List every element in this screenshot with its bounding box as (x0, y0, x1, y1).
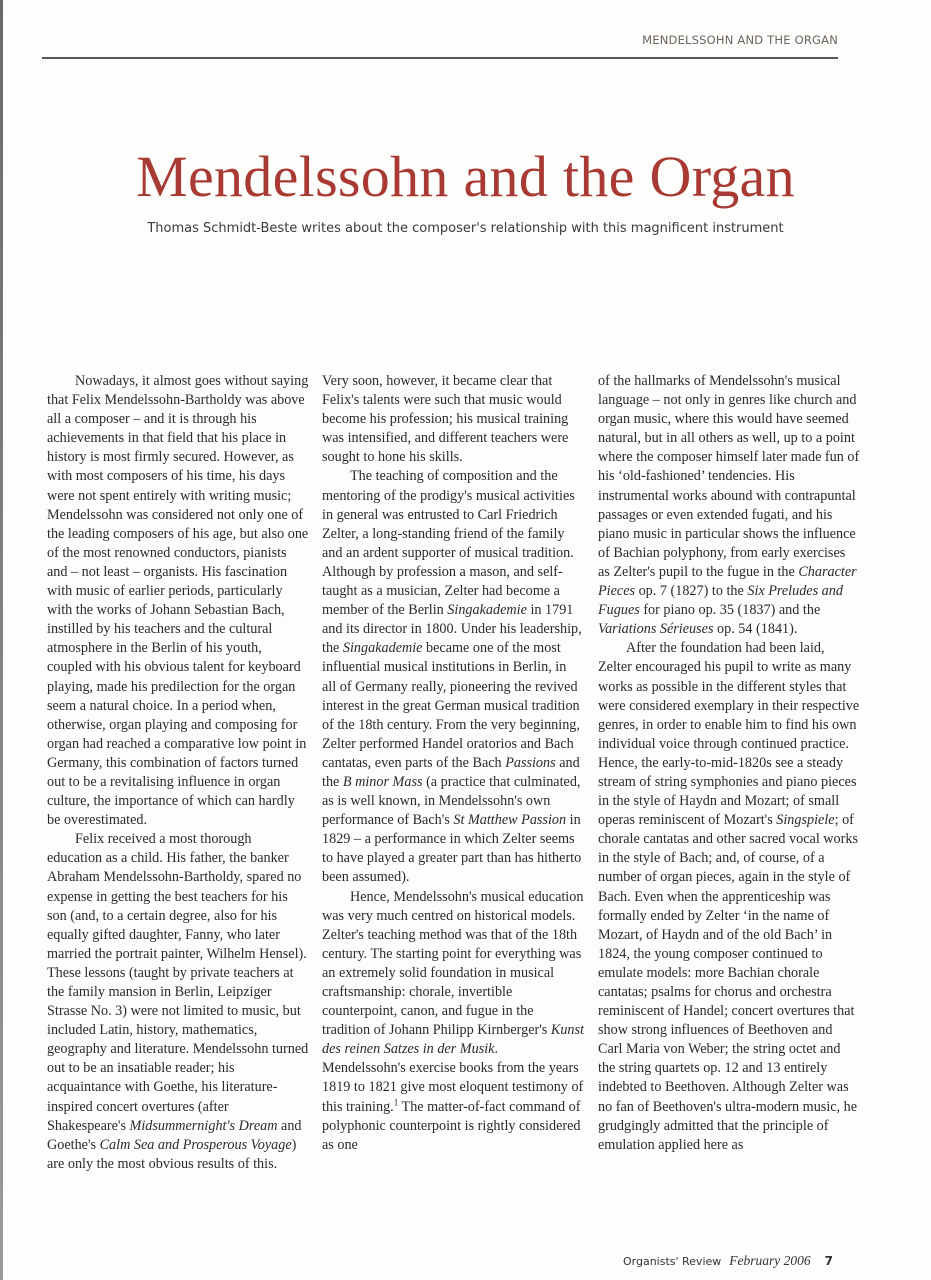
italic-title: Midsummernight's Dream (129, 1117, 278, 1134)
article-title: Mendelssohn and the Organ (136, 144, 795, 209)
running-head: MENDELSSOHN AND THE ORGAN (642, 33, 838, 47)
body-paragraph: Very soon, however, it became clear that Felix's talents were such that music would become his profession; his musical training was intensified, and different teachers were sought to hone his skills. (322, 373, 569, 466)
magazine-name: Organists' Review (622, 1255, 722, 1268)
page-number: 7 (824, 1254, 833, 1268)
body-paragraph: of the hallmarks of Mendelssohn's musical language – not only in genres like church and organ music, where this would have seemed natural, but in all others as well, up to a point where the composer himself later made fun of his ‘old-fashioned’ tendencies. His instrumental works abound with contrapuntal passages or even extended fugati, and his piano music in particular shows the influence of Bachian polyphony, from early exercises as Zelter's pupil to the fugue in the Character Pieces op. 7 (1827) to the Six Preludes and Fugues for piano op. 35 (1837) and the Variations Sérieuses op. 54 (1841). (598, 373, 860, 638)
body-paragraph: After the foundation had been laid, Zelter encouraged his pupil to write as many works as possible in the different styles that were considered exemplary in their respective genres, in order to enable him to find his own individual voice through continued practice. Hence, the early-to-mid-1820s see a steady stream of string symphonies and piano pieces in the style of Haydn and Mozart; of small operas reminiscent of Mozart's Singspiele; of chorale cantatas and other sacred vocal works in the style of Bach; and, of course, of a number of organ pieces, again in the style of Bach. Even when the apprenticeship was formally ended by Zelter ‘in the name of Mozart, of Haydn and of the old Bach’ in 1824, the young composer continued to emulate models: more Bachian chorale cantatas; psalms for chorus and orchestra reminiscent of Handel; concert overtures that show strong influences of Beethoven and Carl Maria von Weber; the string octet and the string quartets op. 12 and 13 entirely indebted to Beethoven. Although Zelter was no fan of Beethoven's ultra-modern music, he grudgingly admitted that the principle of emulation applied here as (598, 640, 860, 1153)
body-column-1 (47, 372, 309, 1174)
body-paragraph: Nowadays, it almost goes without saying that Felix Mendelssohn-Bartholdy was above all a composer – and it is through his achievements in that field that his place in history is most firmly secured. However, as with most composers of his time, his days were not spent entirely with writing music; Mendelssohn was considered not only one of the leading composers of his age, but also one of the most renowned conductors, pianists and – not least – organists. His fascination with music of earlier periods, particularly with the works of Johann Sebastian Bach, instilled by his teachers and the cultural atmosphere in the Berlin of his youth, coupled with his obvious talent for keyboard playing, made his predilection for the organ seem a natural choice. In a period when, otherwise, organ playing and composing for organ had reached a comparative low point in Germany, this combination of factors turned out to be a revitalising influence in organ culture, the importance of which can hardly be overestimated. (47, 373, 309, 829)
header-rule (42, 57, 838, 59)
italic-title: Singakademie (447, 602, 527, 619)
italic-title: B minor Mass (342, 773, 423, 790)
italic-title: Variations Sérieuses (598, 621, 714, 638)
italic-title: Character Pieces (598, 563, 857, 600)
body-column-3 (598, 372, 860, 1155)
footnote-marker: 1 (393, 1096, 399, 1107)
italic-title: Singakademie (342, 640, 423, 657)
page-footer (623, 1253, 833, 1269)
body-column-2 (322, 372, 584, 1155)
italic-title: Kunst des reinen Satzes in der Musik (322, 1022, 584, 1058)
italic-title: Passions (505, 754, 556, 771)
body-paragraph: Hence, Mendelssohn's musical education was very much centred on historical models. Zelter's teaching method was that of the 18th century. The starting point for everything was an extremely solid foundation in musical craftsmanship: chorale, invertible counterpoint, canon, and fugue in the tradition of Johann Philipp Kirnberger's Kunst des reinen Satzes in der Musik. Mendelssohn's exercise books from the years 1819 to 1821 give most eloquent testimony of this training.$^1$ The matter-of-fact command of polyphonic counterpoint is rightly considered as one (322, 888, 584, 1153)
issue-date: February 2006 (729, 1253, 811, 1268)
italic-title: Calm Sea and Prosperous Voyage (99, 1136, 292, 1153)
italic-title: St Matthew Passion (453, 812, 567, 829)
article-standfirst: Thomas Schmidt-Beste writes about the composer's relationship with this magnificent instrument (147, 221, 784, 236)
italic-title: Six Preludes and Fugues (598, 583, 843, 619)
body-paragraph: The teaching of composition and the mentoring of the prodigy's musical activities in general was entrusted to Carl Friedrich Zelter, a long-standing friend of the family and an ardent supporter of musical tradition. Although by profession a mason, and self-taught as a musician, Zelter had become a member of the Berlin Singakademie in 1791 and its director in 1800. Under his leadership, the Singakademie became one of the most influential musical institutions in Berlin, in all of Germany really, pioneering the revived interest in the great German musical tradition of the 18th century. From the very beginning, Zelter performed Handel oratorios and Bach cantatas, even parts of the Bach Passions and the B minor Mass (a practice that culminated, as is well known, in Mendelssohn's own performance of Bach's St Matthew Passion in 1829 – a performance in which Zelter seems to have played a greater part than has hitherto been assumed). (322, 468, 582, 886)
body-paragraph: Felix received a most thorough education as a child. His father, the banker Abraham Mendelssohn-Bartholdy, spared no expense in getting the best teachers for his son (and, to a certain degree, also for his equally gifted daughter, Fanny, who later married the portrait painter, Wilhelm Hensel). These lessons (taught by private teachers at the family mansion in Berlin, Leipziger Strasse No. 3) were not limited to music, but included Latin, history, mathematics, geography and literature. Mendelssohn turned out to be an insatiable reader; his acquaintance with Goethe, his literature-inspired concert overtures (after Shakespeare's Midsummernight's Dream and Goethe's Calm Sea and Prosperous Voyage) are only the most obvious results of this. (47, 831, 309, 1172)
italic-title: Singspiele (776, 812, 835, 829)
